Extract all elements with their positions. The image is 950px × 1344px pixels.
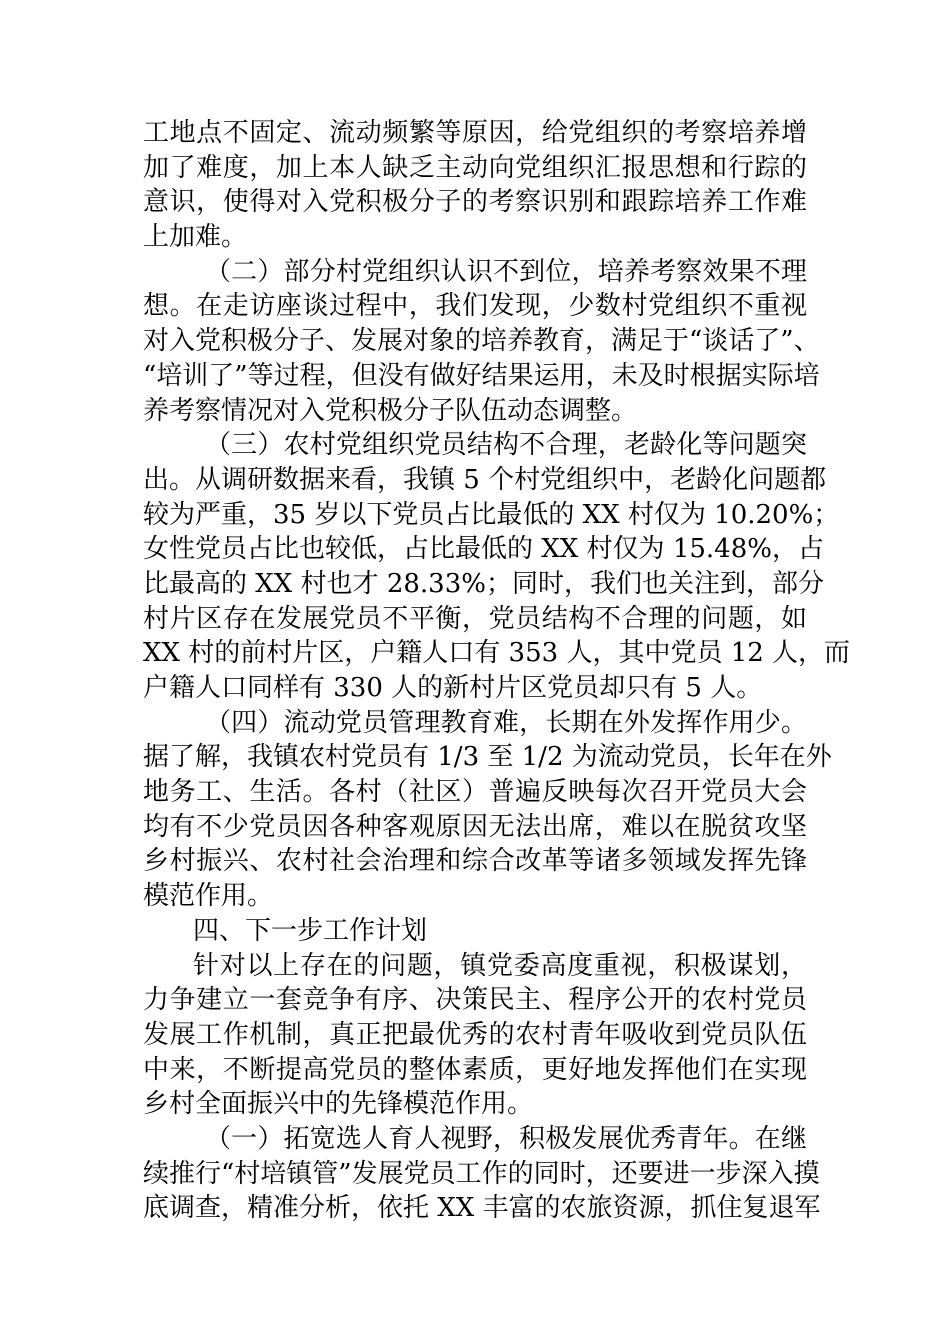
text-line: 四、下一步工作计划: [193, 915, 428, 946]
text-line: （三）农村党组织党员结构不合理，老龄化等问题突: [205, 430, 807, 461]
text-line: 意识，使得对入党积极分子的考察识别和跟踪培养工作难: [143, 187, 807, 218]
text-line: 养考察情况对入党积极分子队伍动态调整。: [143, 395, 638, 426]
text-line: “培训了”等过程，但没有做好结果运用，未及时根据实际培: [143, 360, 820, 391]
text-line: 女性党员占比也较低，占比最低的 XX 村仅为 15.48%，占: [143, 534, 824, 565]
text-line: （一）拓宽选人育人视野，积极发展优秀青年。在继: [205, 1123, 807, 1154]
text-line: 较为严重，35 岁以下党员占比最低的 XX 村仅为 10.20%；: [143, 499, 840, 530]
text-line: 村片区存在发展党员不平衡，党员结构不合理的问题，如: [143, 603, 807, 634]
text-line: 中来，不断提高党员的整体素质，更好地发挥他们在实现: [143, 1054, 807, 1085]
text-line: 据了解，我镇农村党员有 1/3 至 1/2 为流动党员，长年在外: [143, 742, 832, 773]
text-line: XX 村的前村片区，户籍人口有 353 人，其中党员 12 人，而: [143, 638, 851, 669]
text-line: 对入党积极分子、发展对象的培养教育，满足于“谈话了”、: [143, 326, 820, 357]
text-line: 出。从调研数据来看，我镇 5 个村党组织中，老龄化问题都: [143, 464, 827, 495]
text-line: 续推行“村培镇管”发展党员工作的同时，还要进一步深入摸: [143, 1158, 820, 1189]
text-line: 乡村全面振兴中的先锋模范作用。: [143, 1089, 534, 1120]
text-line: （四）流动党员管理教育难，长期在外发挥作用少。: [205, 707, 807, 738]
text-line: 比最高的 XX 村也才 28.33%；同时，我们也关注到，部分: [143, 568, 824, 599]
text-line: 发展工作机制，真正把最优秀的农村青年吸收到党员队伍: [143, 1019, 807, 1050]
text-line: 地务工、生活。各村（社区）普遍反映每次召开党员大会: [143, 777, 807, 808]
text-line: 加了难度，加上本人缺乏主动向党组织汇报思想和行踪的: [143, 152, 807, 183]
text-line: 乡村振兴、农村社会治理和综合改革等诸多领域发挥先锋: [143, 846, 807, 877]
text-line: 均有不少党员因各种客观原因无法出席，难以在脱贫攻坚: [143, 811, 807, 842]
text-line: （二）部分村党组织认识不到位，培养考察效果不理: [205, 256, 807, 287]
text-line: 模范作用。: [143, 881, 274, 912]
text-line: 户籍人口同样有 330 人的新村片区党员却只有 5 人。: [143, 673, 763, 703]
text-line: 底调查，精准分析，依托 XX 丰富的农旅资源，抓住复退军: [143, 1193, 821, 1224]
text-line: 想。在走访座谈过程中，我们发现，少数村党组织不重视: [143, 291, 807, 322]
document-page: [143, 116, 851, 1226]
text-line: 力争建立一套竞争有序、决策民主、程序公开的农村党员: [143, 985, 807, 1016]
text-line: 工地点不固定、流动频繁等原因，给党组织的考察培养增: [143, 118, 807, 148]
text-line: 上加难。: [143, 222, 248, 253]
text-line: 针对以上存在的问题，镇党委高度重视，积极谋划，: [193, 950, 807, 981]
